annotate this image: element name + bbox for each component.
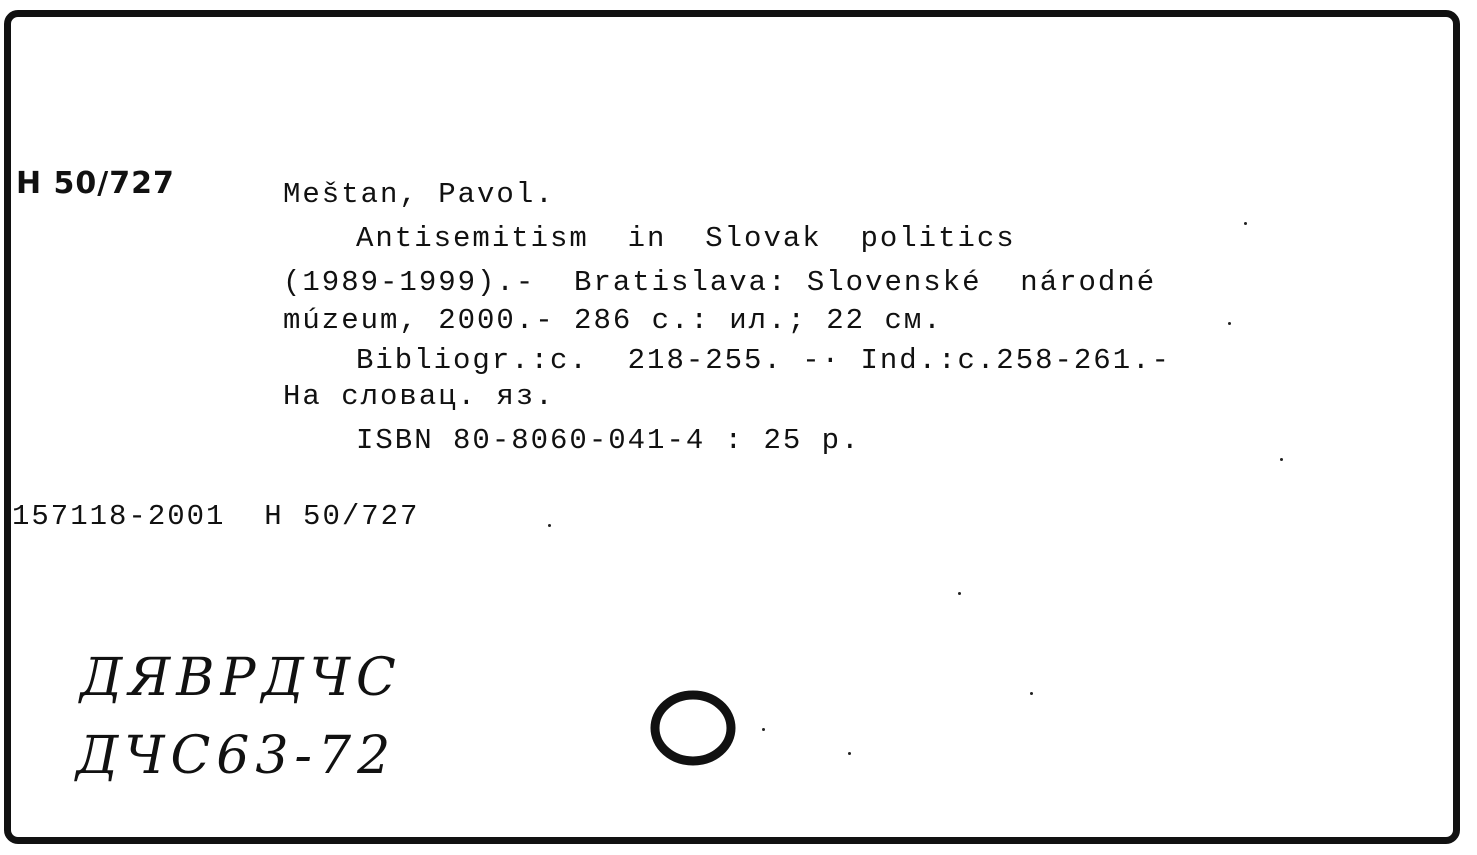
handwritten-line-2: ДЧС63-72 — [76, 726, 397, 786]
speck — [958, 592, 961, 595]
isbn-line: ISBN 80-8060-041-4 : 25 р. — [356, 424, 861, 457]
title-line-3: múzeum, 2000.- 286 с.: ил.; 22 см. — [283, 304, 943, 337]
speck — [762, 728, 765, 731]
note-line-1: Bibliogr.:c. 218-255. -· Ind.:c.258-261.- — [356, 344, 1171, 377]
speck — [1228, 322, 1231, 325]
title-line-2: (1989-1999).- Bratislava: Slovenské národné — [283, 266, 1157, 299]
accession-line: 157118-2001 H 50/727 — [12, 500, 420, 533]
speck — [548, 524, 551, 527]
handwritten-line-1: ДЯВРДЧС — [80, 648, 402, 708]
speck — [848, 752, 851, 755]
speck — [1030, 692, 1033, 695]
punch-hole-icon — [648, 686, 748, 776]
speck — [1244, 222, 1247, 225]
title-line-1: Antisemitism in Slovak politics — [356, 222, 1016, 255]
note-line-2: На словац. яз. — [283, 380, 555, 413]
author-line: Meštan, Pavol. — [283, 178, 555, 211]
shelfmark: H 50/727 — [16, 166, 175, 201]
speck — [1280, 458, 1283, 461]
